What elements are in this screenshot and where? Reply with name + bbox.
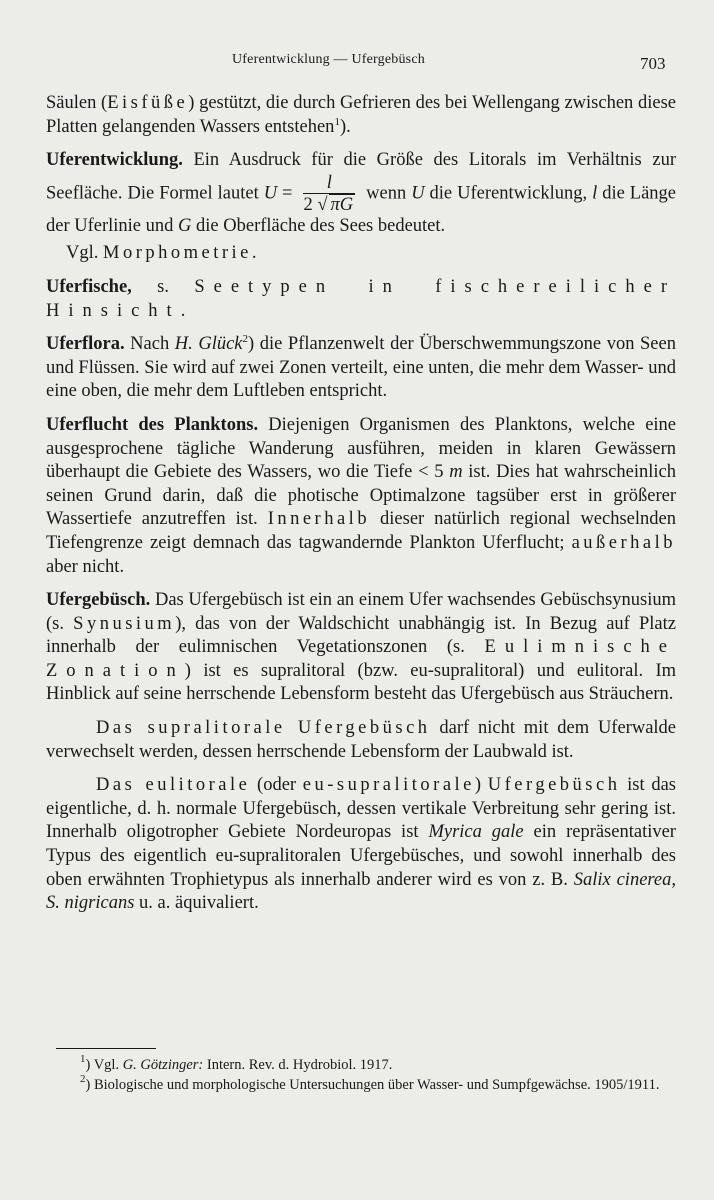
entry-term: Uferflucht des Planktons.	[46, 414, 259, 435]
formula-numerator: l	[303, 173, 355, 194]
spaced-term: Synusium	[73, 613, 176, 634]
paragraph-continuation: Säulen (Eisfüße) gestützt, die durch Gefrieren des bei Wellengang zwischen diese Platten gelangenden Wassers entstehen$^1$).	[46, 93, 676, 137]
running-title: Uferentwicklung — Ufergebüsch	[232, 52, 425, 67]
cross-reference: Vgl. Morphometrie.	[66, 243, 257, 264]
entry-uferflucht: Uferflucht des Planktons. Diejenigen Organismen des Planktons, welche eine ausgesprochene tägliche Wanderung ausführen, meiden in klaren Gewässern überhaupt die Gebiete des Wassers, wo die Tiefe < 5 m ist. Dies hat wahrscheinlich seinen Grund darin, daß die photische Optimalzone tagsüber erst in größerer Wassertiefe anzutreffen ist. Innerhalb dieser natürlich regional wechselnden Tiefengrenze zeigt demnach das tagwandernde Plankton Uferflucht; außerhalb aber nicht.	[46, 414, 677, 577]
formula-denominator: 2 √ πG	[303, 194, 354, 215]
species-name: Salix cinerea, S. nigricans	[46, 869, 676, 914]
entry-term: Ufergebüsch.	[46, 590, 151, 611]
paragraph-eulitoral: Das eulitorale (oder eu-supralitorale) Ufergebüsch ist das eigentliche, d. h. normale Ufergebüsch, dessen vertikale Verbreitung sehr gering ist. Innerhalb oligotropher Gebiete Nordeuropas ist Myrica gale ein repräsentativer Typus des eigentlich eu-supralitoralen Ufergebüsches, und sowohl innerhalb des oben erwähnten Trophietypus als innerhalb anderer wird es von z. B. Salix cinerea, S. nigricans u. a. äquivaliert.	[46, 775, 677, 914]
page-header	[0, 48, 714, 72]
paragraph-supralitoral: Das supralitorale Ufergebüsch darf nicht mit dem Uferwalde verwechselt werden, dessen herrschende Lebensform der Laubwald ist.	[46, 718, 677, 762]
spaced-term: Innerhalb	[267, 509, 371, 530]
spaced-term: Eulimnische Zonation	[46, 637, 676, 681]
spaced-term: Das supralitorale Ufergebüsch	[96, 718, 431, 739]
entry-term: Uferfische,	[46, 276, 132, 297]
entry-uferfische: Uferfische, s. Seetypen in fischereilicher Hinsicht.	[46, 276, 677, 321]
entry-ufergebuesch: Ufergebüsch. Das Ufergebüsch ist ein an einem Ufer wachsendes Gebüschsynusium (s. Synusium), das von der Waldschicht unabhängig ist. In Bezug auf Platz innerhalb der eulimnischen Vegetationszonen (s. Eulimnische Zonation) ist es supralitoral (bzw. eu-supralitoral) und eulitoral. Im Hinblick auf seine herrschende Lebensform besteht das Ufergebüsch aus Sträuchern.	[46, 590, 676, 705]
entry-uferflora: Uferflora. Nach H. Glück$^2$) die Pflanzenwelt der Überschwemmungszone von Seen und Flüssen. Sie wird auf zwei Zonen verteilt, eine unten, die mehr dem Wasser- und eine oben, die mehr dem Luftleben entspricht.	[46, 333, 676, 402]
entry-term: Uferflora.	[46, 334, 125, 355]
footnote-1: $^1$) Vgl. G. Götzinger: Intern. Rev. d. Hydrobiol. 1917.	[80, 1053, 393, 1073]
entry-term: Uferentwicklung.	[46, 150, 183, 171]
footnote-rule	[56, 1048, 156, 1049]
footnotes	[46, 1048, 676, 1095]
formula-fraction	[303, 173, 355, 215]
spaced-term: Morphometrie	[103, 243, 252, 264]
footnote-mark: 1	[80, 1053, 86, 1065]
footnote-ref: 1	[334, 115, 340, 128]
spaced-term: eu-supralitorale	[302, 775, 475, 796]
author-name: G. Götzinger:	[122, 1057, 204, 1073]
species-name: Myrica gale	[428, 822, 524, 843]
page-number: 703	[640, 54, 666, 73]
spaced-term: Ufergebüsch	[487, 775, 621, 796]
spaced-term: Eisfüße	[107, 93, 189, 113]
spaced-term: Seetypen in fischereilicher Hinsicht	[46, 276, 677, 321]
author-name: H. Glück	[174, 334, 243, 355]
entry-uferentwicklung: Uferentwicklung. Ein Ausdruck für die Größe des Litorals im Verhältnis zur Seefläche. Die Formel lautet U = $\frac{l}{2 √ \pi G}$ wenn U die Uferentwicklung, l die Länge der Uferlinie und G die Oberfläche des Sees bedeutet.	[46, 150, 677, 236]
footnote-2: $^2$) Biologische und morphologische Untersuchungen über Wasser- und Sumpfgewächse. 1905/1911.	[80, 1073, 660, 1093]
footnote-ref: 2	[242, 333, 249, 346]
footnote-mark: 2	[80, 1073, 86, 1085]
page-body	[46, 92, 676, 926]
spaced-term: Das eulitorale	[96, 775, 251, 796]
spaced-term: außerhalb	[571, 532, 676, 553]
